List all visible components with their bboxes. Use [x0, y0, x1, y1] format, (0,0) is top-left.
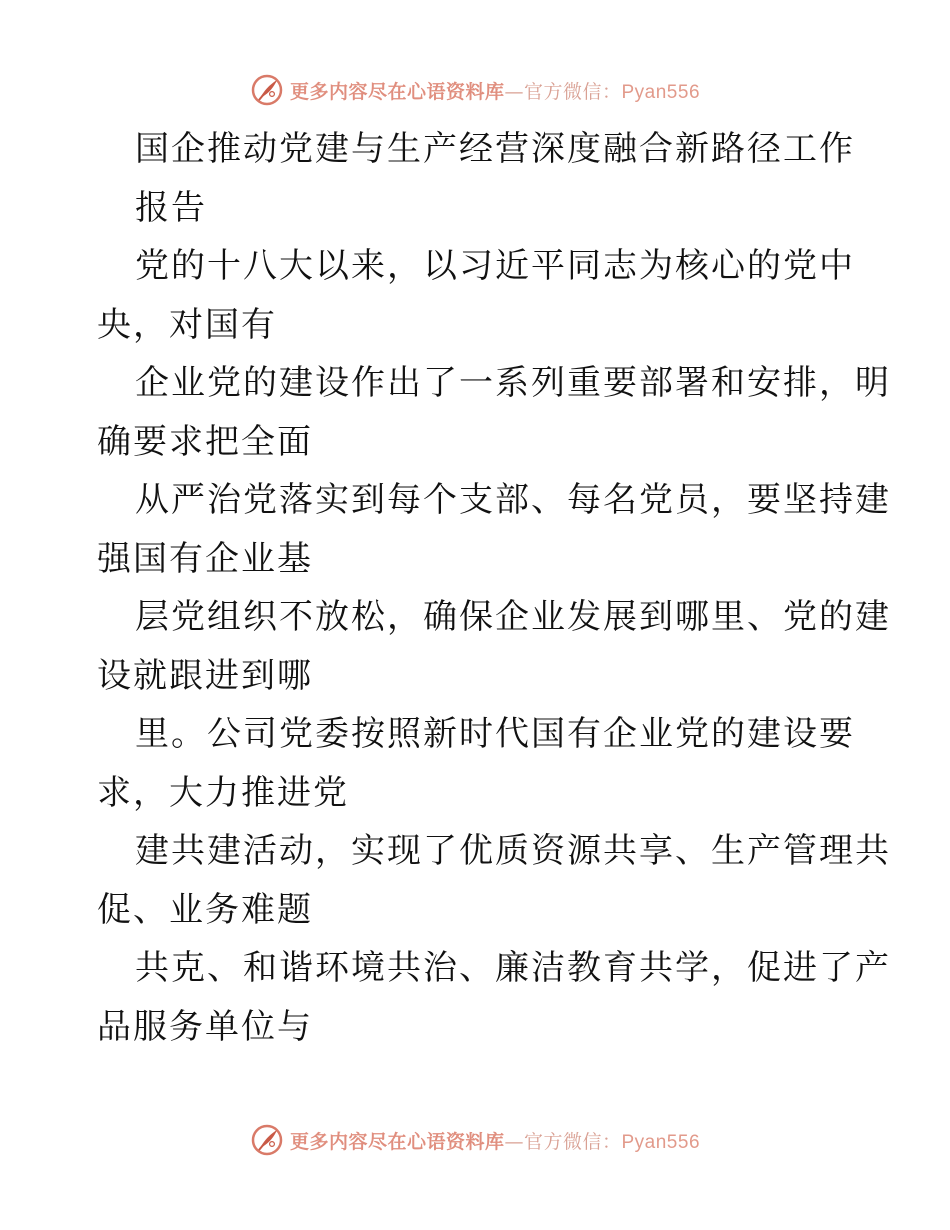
document-title-line: 国企推动党建与生产经营深度融合新路径工作 — [135, 129, 855, 169]
paragraph-line: 从严治党落实到每个支部、每名党员，要坚持建 — [135, 480, 891, 520]
paragraph-line: 确要求把全面 — [97, 421, 313, 462]
watermark-wechat-label: 官方微信： — [523, 80, 622, 103]
paragraph-line: 求，大力推进党 — [97, 772, 349, 813]
watermark-text — [290, 77, 700, 104]
paragraph-line: 建共建活动，实现了优质资源共享、生产管理共 — [135, 831, 891, 871]
paragraph-line: 党的十八大以来，以习近平同志为核心的党中 — [135, 246, 855, 286]
paragraph-line: 促、业务难题 — [97, 889, 313, 930]
paragraph-line: 共克、和谐环境共治、廉洁教育共学，促进了产 — [135, 948, 891, 988]
watermark-brand: 更多内容尽在心语资料库 — [289, 80, 505, 103]
document-body — [97, 120, 891, 1056]
watermark-footer — [0, 1120, 950, 1160]
watermark-separator: — — [504, 80, 524, 103]
feather-pen-icon — [250, 1123, 284, 1157]
paragraph-line: 设就跟进到哪 — [97, 655, 313, 696]
paragraph-line: 央，对国有 — [97, 304, 277, 345]
watermark-text — [290, 1127, 700, 1154]
paragraph-line: 强国有企业基 — [97, 538, 313, 579]
watermark-wechat-label: 官方微信： — [523, 1130, 622, 1153]
paragraph-line: 层党组织不放松，确保企业发展到哪里、党的建 — [135, 597, 891, 637]
paragraph-line: 品服务单位与 — [97, 1006, 313, 1047]
watermark-separator: — — [504, 1130, 524, 1153]
paragraph-line: 报告 — [135, 187, 207, 228]
paragraph-line: 里。公司党委按照新时代国有企业党的建设要 — [135, 714, 855, 754]
watermark-header — [0, 70, 950, 110]
watermark-wechat-id: Pyan556 — [621, 1131, 701, 1153]
paragraph-line: 企业党的建设作出了一系列重要部署和安排，明 — [135, 363, 891, 403]
watermark-brand: 更多内容尽在心语资料库 — [289, 1130, 505, 1153]
feather-pen-icon — [250, 73, 284, 107]
watermark-wechat-id: Pyan556 — [621, 81, 701, 103]
